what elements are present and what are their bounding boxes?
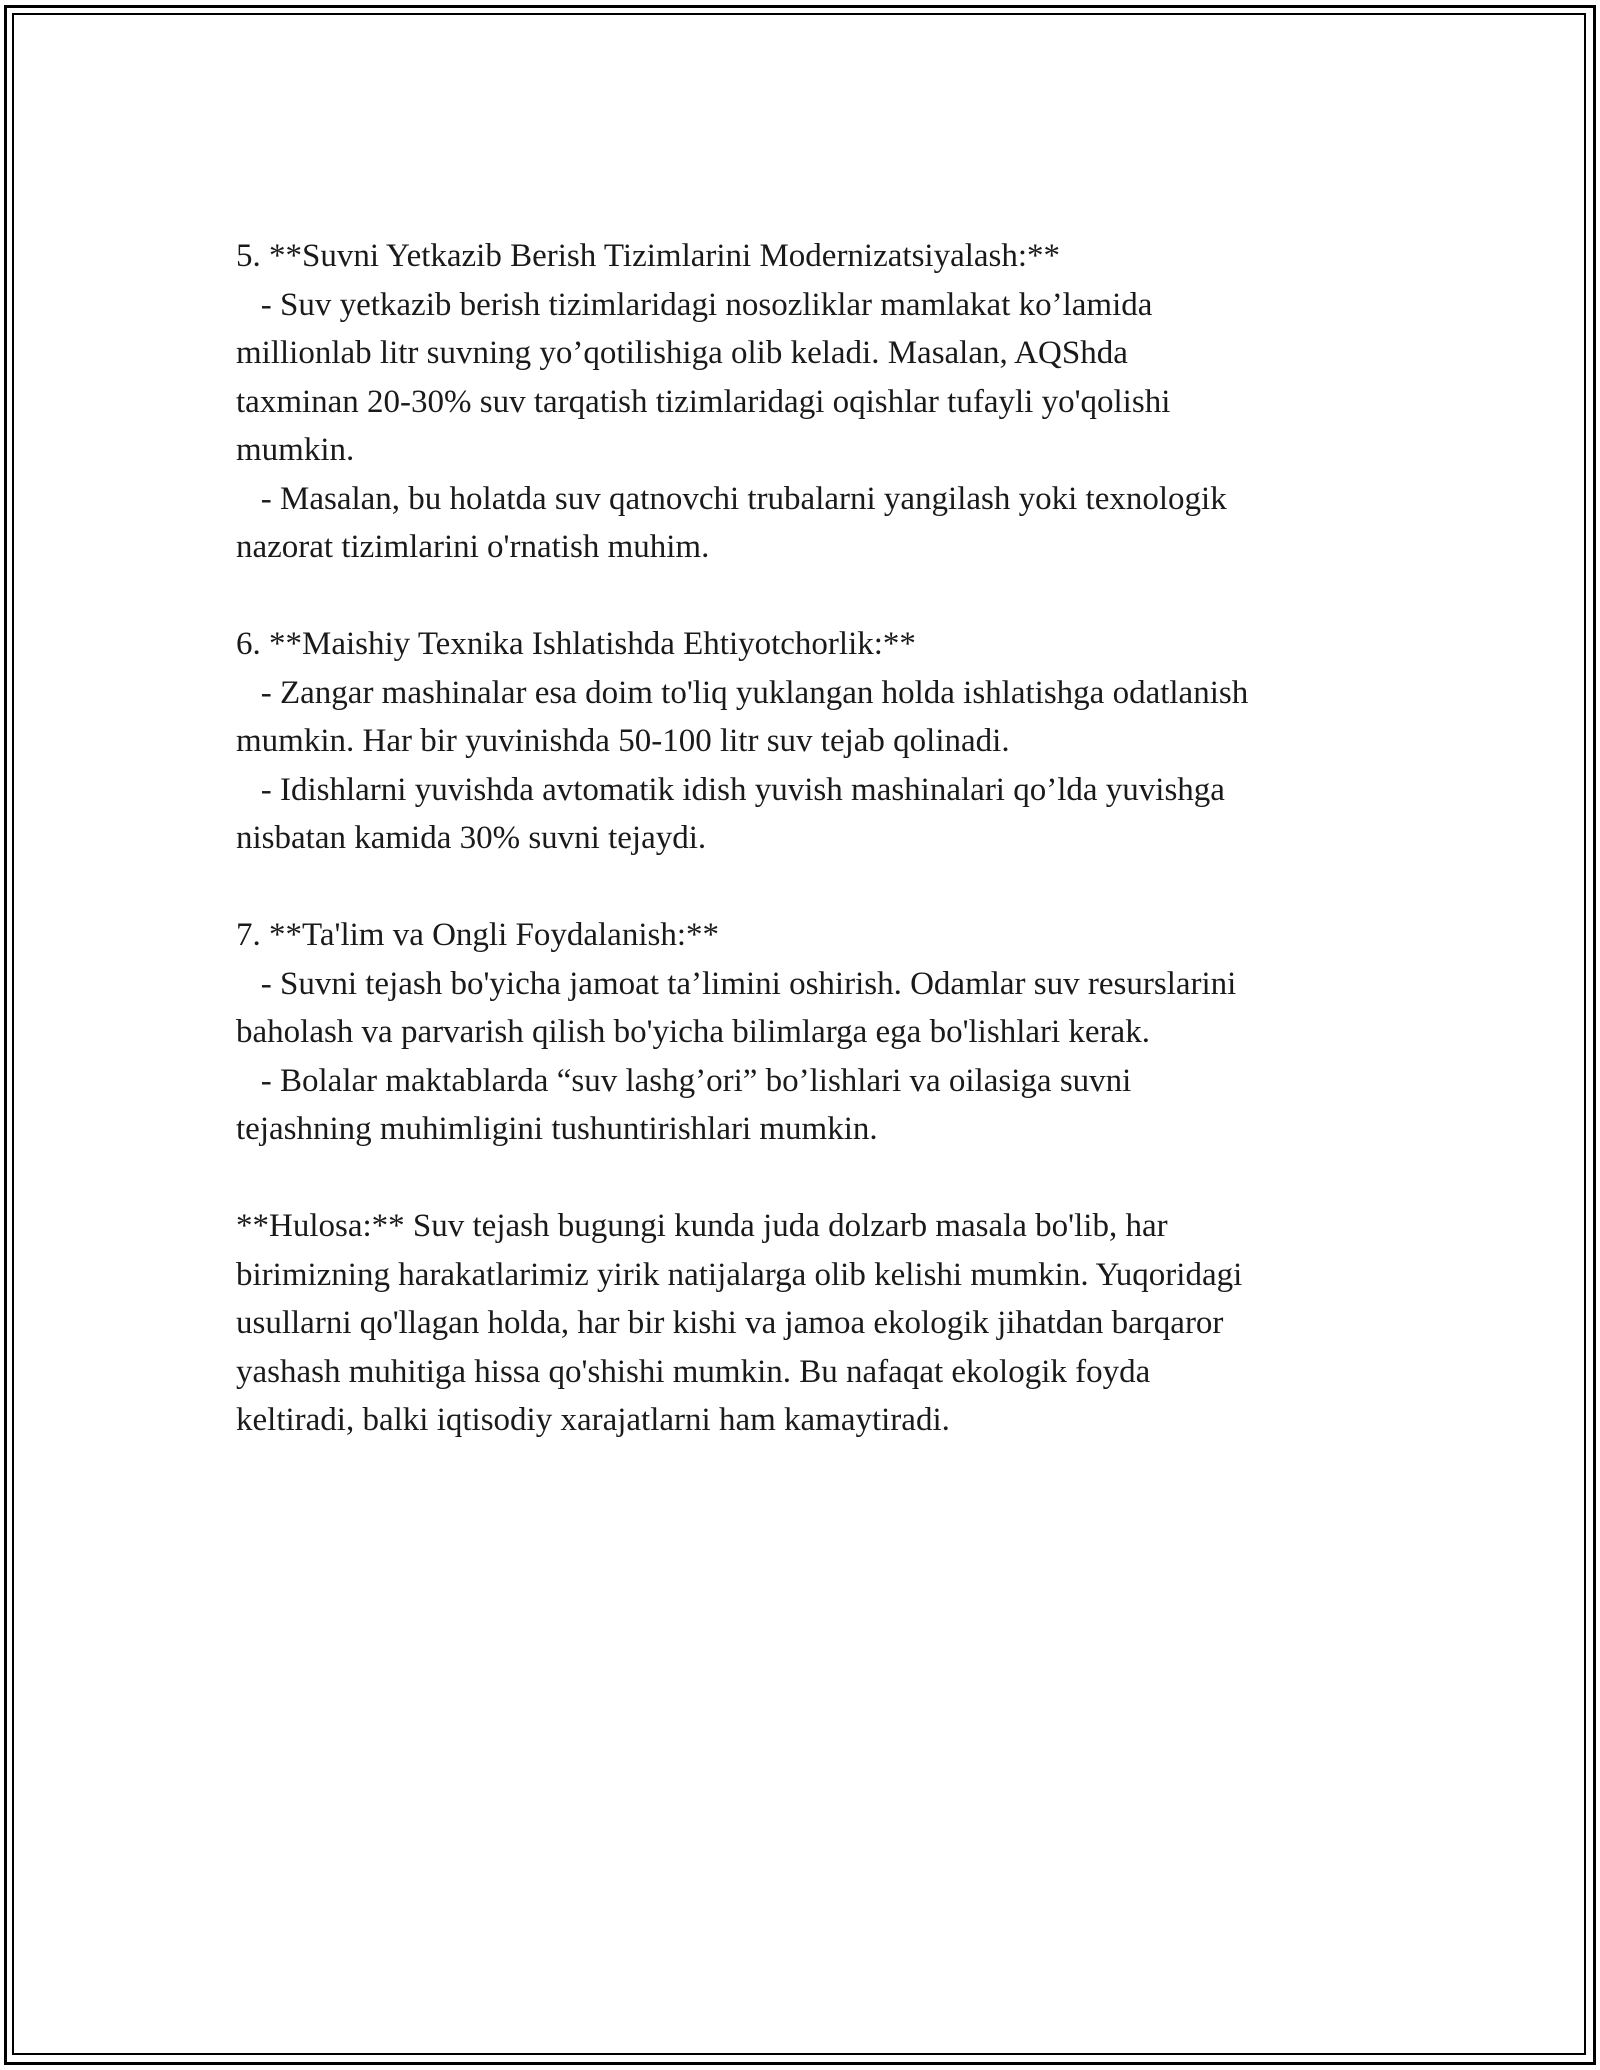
text-line: - Suvni tejash bo'yicha jamoat ta’limini oshirish. Odamlar suv resurslarini [236,965,1237,1002]
text-line: millionlab litr suvning yo’qotilishiga olib keladi. Masalan, AQShda [236,335,1128,371]
text-line: mumkin. Har bir yuvinishda 50-100 litr suv tejab qolinadi. [236,723,1010,759]
text-line: tejashning muhimligini tushuntirishlari mumkin. [236,1111,878,1147]
text-line: baholash va parvarish qilish bo'yicha bilimlarga ega bo'lishlari kerak. [236,1014,1150,1050]
text-line: usullarni qo'llagan holda, har bir kishi va jamoa ekologik jihatdan barqaror [236,1305,1224,1341]
text-line: yashash muhitiga hissa qo'shishi mumkin. Bu nafaqat ekologik foyda [236,1353,1151,1390]
text-line: keltiradi, balki iqtisodiy xarajatlarni ham kamaytiradi. [236,1402,950,1438]
text-line: - Bolalar maktablarda “suv lashg’ori” bo’lishlari va oilasiga suvni [236,1062,1132,1099]
paragraph-spacer [236,572,1386,621]
text-line: **Hulosa:** Suv tejash bugungi kunda juda dolzarb masala bo'lib, har [236,1208,1168,1244]
text-line: 6. **Maishiy Texnika Ishlatishda Ehtiyotchorlik:** [236,626,916,662]
document-body [236,232,1386,1445]
text-line: 5. **Suvni Yetkazib Berish Tizimlarini Modernizatsiyalash:** [236,238,1061,274]
text-line: birimizning harakatlarimiz yirik natijalarga olib kelishi mumkin. Yuqoridagi [236,1256,1243,1293]
text-line: taxminan 20-30% suv tarqatish tizimlaridagi oqishlar tufayli yo'qolishi [236,383,1171,420]
text-line: mumkin. [236,432,355,468]
text-line: nisbatan kamida 30% suvni tejaydi. [236,820,707,856]
text-line: nazorat tizimlarini o'rnatish muhim. [236,529,710,565]
paragraph-spacer [236,863,1386,912]
paragraph-spacer [236,1154,1386,1203]
text-line: - Suv yetkazib berish tizimlaridagi nosozliklar mamlakat ko’lamida [236,286,1153,323]
text-line: 7. **Ta'lim va Ongli Foydalanish:** [236,917,720,953]
text-line: - Zangar mashinalar esa doim to'liq yuklangan holda ishlatishga odatlanish [236,674,1249,711]
text-line: - Masalan, bu holatda suv qatnovchi trubalarni yangilash yoki texnologik [236,480,1227,517]
text-line: - Idishlarni yuvishda avtomatik idish yuvish mashinalari qo’lda yuvishga [236,771,1225,808]
